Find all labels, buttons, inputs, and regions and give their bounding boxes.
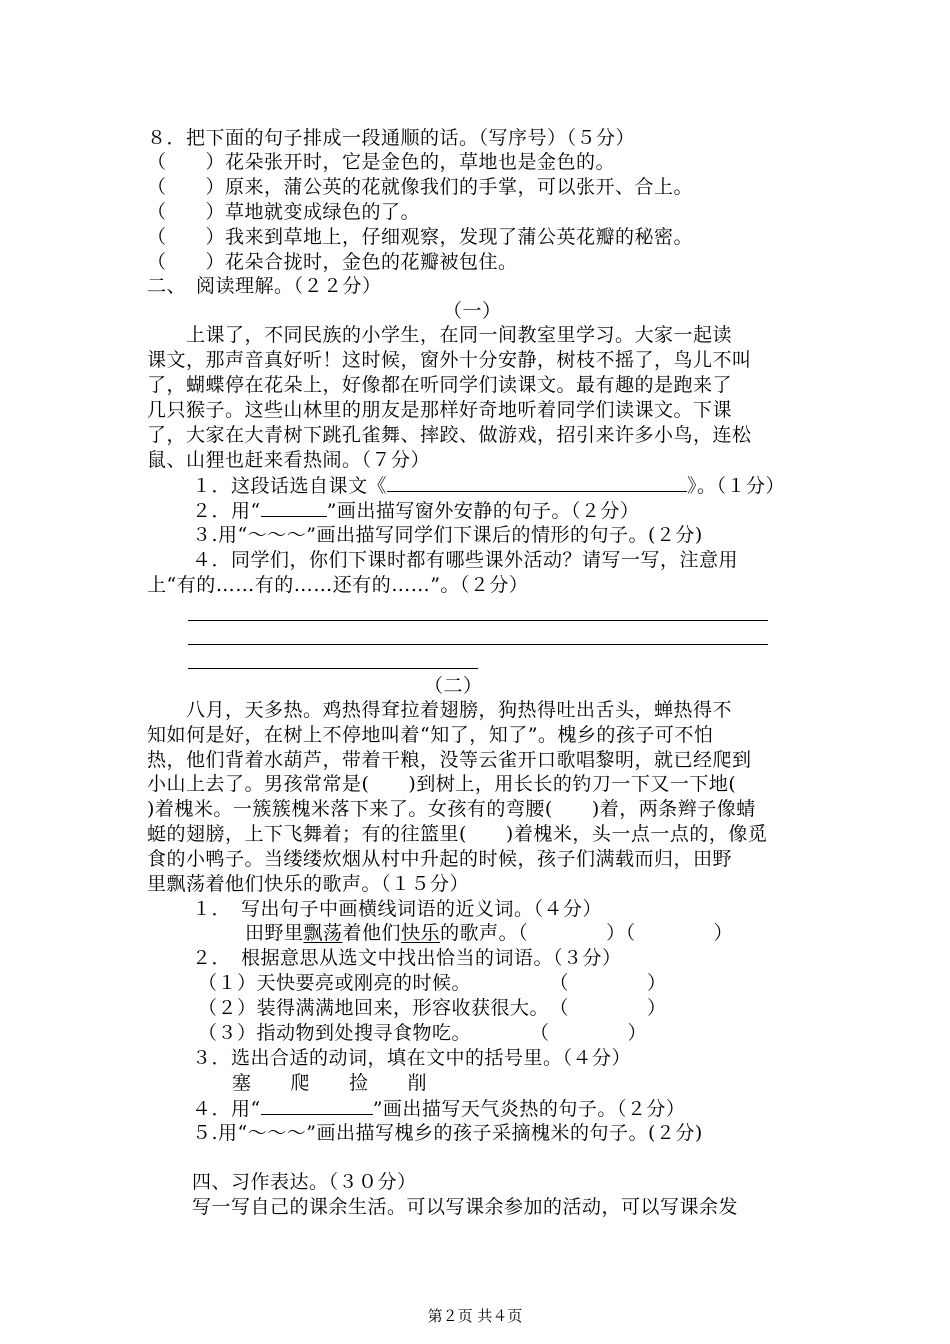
writing-prompt: 写一写自己的课余生活。可以写课余参加的活动，可以写课余发 [192,1196,739,1218]
writing-title: 四、习作表达。（３０分） [192,1171,417,1193]
part2-passage-line: 食的小鸭子。当缕缕炊烟从村中升起的时候，孩子们满载而归，田野 [147,848,733,870]
part2-passage-line: 里飘荡着他们快乐的歌声。（１５分） [147,873,470,895]
answer-line[interactable] [188,668,478,669]
part2-passage-line: 小山上去了。男孩常常是( )到树上，用长长的钓刀一下又一下地( [147,773,737,795]
q8-item-5: （ ）花朵合拢时，金色的花瓣被包住。 [147,251,518,273]
part1-passage-line: 鼠、山狸也赶来看热闹。（７分） [147,449,431,471]
q8-item-4: （ ）我来到草地上，仔细观察，发现了蒲公英花瓣的秘密。 [147,226,694,248]
answer-line[interactable] [188,620,768,621]
part2-passage-line: 知如何是好，在树上不停地叫着“知了，知了”。槐乡的孩子可不怕 [147,724,714,746]
page-footer: 第２页 共４页 [427,1307,523,1325]
part1-q4: ４．同学们，你们下课时都有哪些课外活动？请写一写，注意用 [192,549,739,571]
part1-heading: （一） [443,300,502,322]
reading-title: 二、 阅读理解。（２２分） [147,275,382,297]
part2-q2-item: （１）天快要亮或刚亮的时候。 （ ） [198,972,667,994]
underlined-word: 飘荡 [303,922,343,944]
part2-passage-line: 八月，天多热。鸡热得耷拉着翅膀，狗热得吐出舌头，蝉热得不 [147,699,733,721]
answer-line[interactable] [188,644,768,645]
underline-sample [261,498,327,517]
q8-item-3: （ ）草地就变成绿色的了。 [147,201,421,223]
part2-q4: ４．用“ ”画出描写天气炎热的句子。（２分） [192,1098,686,1120]
part2-q3: ３．选出合适的动词，填在文中的括号里。（４分） [192,1047,632,1069]
part2-q1-sentence: 田野里飘荡着他们快乐的歌声。（ ）（ ） [245,922,734,944]
part2-passage-line: 蜓的翅膀，上下飞舞着；有的往篮里( )着槐米，头一点一点的，像觅 [147,823,768,845]
part2-q1: １． 写出句子中画横线词语的近义词。（４分） [192,898,603,920]
part1-passage-line: 课文，那声音真好听！这时候，窗外十分安静，树枝不摇了，鸟儿不叫 [147,349,752,371]
part2-passage-line: 热，他们背着水葫芦，带着干粮，没等云雀开口歌唱黎明，就已经爬到 [147,749,752,771]
part1-passage-line: 了，大家在大青树下跳孔雀舞、摔跤、做游戏，招引来许多小鸟，连松 [147,424,752,446]
part2-q5: ５.用“～～～”画出描写槐乡的孩子采摘槐米的句子。(２分) [192,1122,703,1144]
part1-passage-line: 上课了，不同民族的小学生，在同一间教室里学习。大家一起读 [147,324,733,346]
q8-item-1: （ ）花朵张开时，它是金色的，草地也是金色的。 [147,151,616,173]
part2-q2-item: （２）装得满满地回来，形容收获很大。 （ ） [198,997,667,1019]
part2-q3-words: 塞 爬 捡 削 [232,1072,428,1094]
part1-passage-line: 了，蝴蝶停在花朵上，好像都在听同学们读课文。最有趣的是跑来了 [147,374,733,396]
part2-q2-item: （３）指动物到处搜寻食物吃。 （ ） [198,1022,648,1044]
q8-title: ８．把下面的句子排成一段通顺的话。（写序号）（５分） [147,127,636,149]
part1-q3: ３.用“～～～”画出描写同学们下课后的情形的句子。(２分) [192,524,703,546]
part1-q4-cont: 上“有的……有的……还有的……”。（２分） [147,574,529,596]
q8-item-2: （ ）原来，蒲公英的花就像我们的手掌，可以张开、合上。 [147,176,694,198]
part1-passage-line: 几只猴子。这些山林里的朋友是那样好奇地听着同学们读课文。下课 [147,399,733,421]
part2-passage-line: )着槐米。一簇簇槐米落下来了。女孩有的弯腰( )着，两条辫子像蜻 [147,798,756,820]
underline-sample [261,1096,373,1115]
part2-q2: ２． 根据意思从选文中找出恰当的词语。（３分） [192,947,622,969]
part1-q2: ２．用“ ”画出描写窗外安静的句子。（２分） [192,500,640,522]
underlined-word: 快乐 [401,922,441,944]
part2-heading: （二） [424,675,483,697]
q1-answer-blank[interactable] [387,473,687,492]
part1-q1: １．这段话选自课文《 》。（１分） [192,475,786,497]
